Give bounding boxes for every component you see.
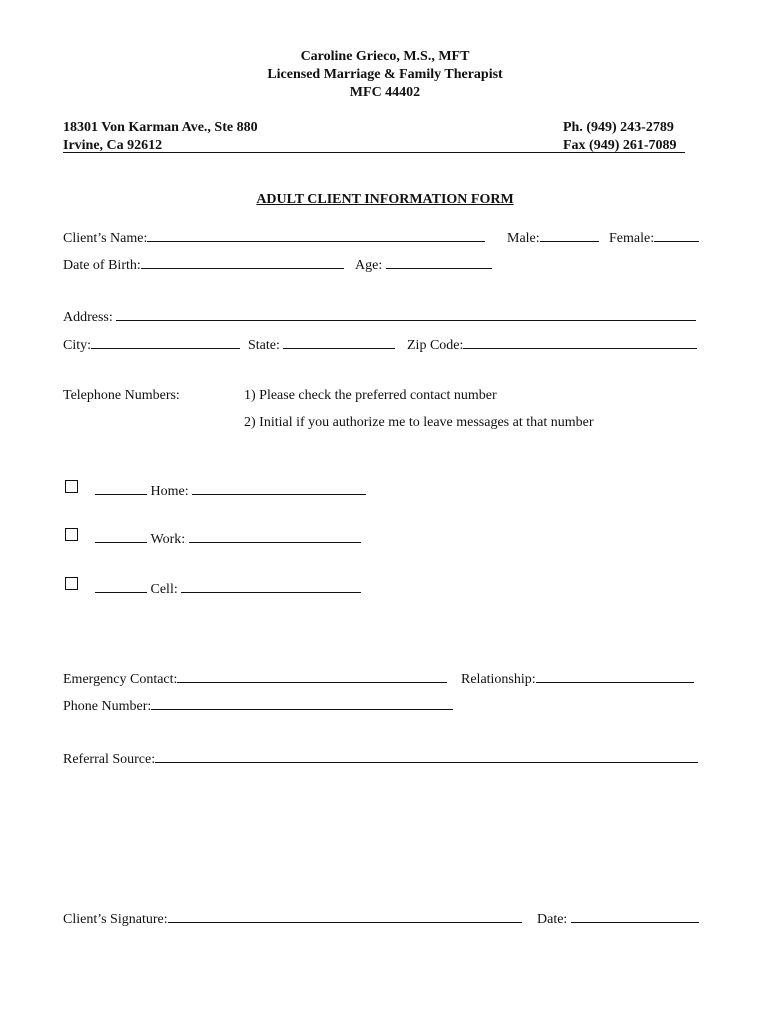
zip-label: Zip Code: bbox=[407, 338, 464, 353]
address-label: Address: bbox=[63, 310, 113, 325]
dob-field[interactable] bbox=[141, 255, 344, 269]
relationship-field[interactable] bbox=[536, 669, 694, 683]
therapist-license: MFC 44402 bbox=[349, 85, 421, 100]
home-preferred-checkbox[interactable] bbox=[65, 480, 78, 493]
work-preferred-checkbox[interactable] bbox=[65, 528, 78, 541]
male-label: Male: bbox=[507, 231, 540, 246]
form-title: ADULT CLIENT INFORMATION FORM bbox=[256, 192, 514, 207]
female-label: Female: bbox=[609, 231, 655, 246]
referral-source-field[interactable] bbox=[155, 749, 698, 763]
age-label: Age: bbox=[355, 258, 383, 273]
city-field[interactable] bbox=[91, 335, 240, 349]
instruction-preferred: 1) Please check the preferred contact number bbox=[244, 388, 497, 403]
work-phone-field[interactable] bbox=[189, 529, 361, 543]
cell-label: Cell: bbox=[150, 582, 178, 597]
signature-field[interactable] bbox=[168, 909, 522, 923]
date-label: Date: bbox=[537, 912, 568, 927]
emergency-contact-field[interactable] bbox=[177, 669, 447, 683]
female-row bbox=[609, 228, 699, 247]
state-field[interactable] bbox=[283, 335, 395, 349]
state-label: State: bbox=[248, 338, 280, 353]
male-field[interactable] bbox=[540, 228, 599, 242]
header-divider bbox=[63, 152, 685, 153]
work-row bbox=[95, 529, 361, 548]
address-row bbox=[63, 307, 696, 326]
home-row bbox=[95, 481, 366, 500]
therapist-name: Caroline Grieco, M.S., MFT bbox=[300, 49, 470, 64]
cell-initial-field[interactable] bbox=[95, 579, 147, 593]
cell-preferred-checkbox[interactable] bbox=[65, 577, 78, 590]
female-field[interactable] bbox=[654, 228, 699, 242]
therapist-credential: Licensed Marriage & Family Therapist bbox=[267, 67, 503, 82]
city-label: City: bbox=[63, 338, 92, 353]
state-row bbox=[248, 335, 395, 354]
signature-label: Client’s Signature: bbox=[63, 912, 168, 927]
signature-row bbox=[63, 909, 522, 928]
age-field[interactable] bbox=[386, 255, 492, 269]
emergency-row bbox=[63, 669, 447, 688]
home-phone-field[interactable] bbox=[192, 481, 366, 495]
client-name-row bbox=[63, 228, 485, 247]
referral-label: Referral Source: bbox=[63, 752, 156, 767]
work-label: Work: bbox=[150, 532, 186, 547]
client-name-label: Client’s Name: bbox=[63, 231, 148, 246]
male-row bbox=[507, 228, 599, 247]
cell-row bbox=[95, 579, 361, 598]
work-initial-field[interactable] bbox=[95, 529, 147, 543]
phone-number-label: Phone Number: bbox=[63, 699, 152, 714]
phone-number-field[interactable] bbox=[151, 696, 453, 710]
office-address-line1: 18301 Von Karman Ave., Ste 880 bbox=[63, 120, 258, 135]
zip-row bbox=[407, 335, 697, 354]
dob-label: Date of Birth: bbox=[63, 258, 141, 273]
office-address-line2: Irvine, Ca 92612 bbox=[63, 138, 163, 153]
relationship-row bbox=[461, 669, 694, 688]
dob-row bbox=[63, 255, 344, 274]
phone-number-row bbox=[63, 696, 453, 715]
relationship-label: Relationship: bbox=[461, 672, 536, 687]
zip-field[interactable] bbox=[463, 335, 697, 349]
address-field[interactable] bbox=[116, 307, 696, 321]
date-row bbox=[537, 909, 699, 928]
city-row bbox=[63, 335, 240, 354]
cell-phone-field[interactable] bbox=[181, 579, 361, 593]
date-field[interactable] bbox=[571, 909, 699, 923]
instruction-authorize: 2) Initial if you authorize me to leave messages at that number bbox=[244, 415, 594, 430]
office-phone: Ph. (949) 243-2789 bbox=[563, 120, 674, 135]
telephone-label: Telephone Numbers: bbox=[63, 388, 180, 403]
client-name-field[interactable] bbox=[147, 228, 485, 242]
age-row bbox=[355, 255, 492, 274]
home-initial-field[interactable] bbox=[95, 481, 147, 495]
office-fax: Fax (949) 261-7089 bbox=[563, 138, 677, 153]
referral-row bbox=[63, 749, 698, 768]
emergency-label: Emergency Contact: bbox=[63, 672, 178, 687]
home-label: Home: bbox=[150, 484, 189, 499]
